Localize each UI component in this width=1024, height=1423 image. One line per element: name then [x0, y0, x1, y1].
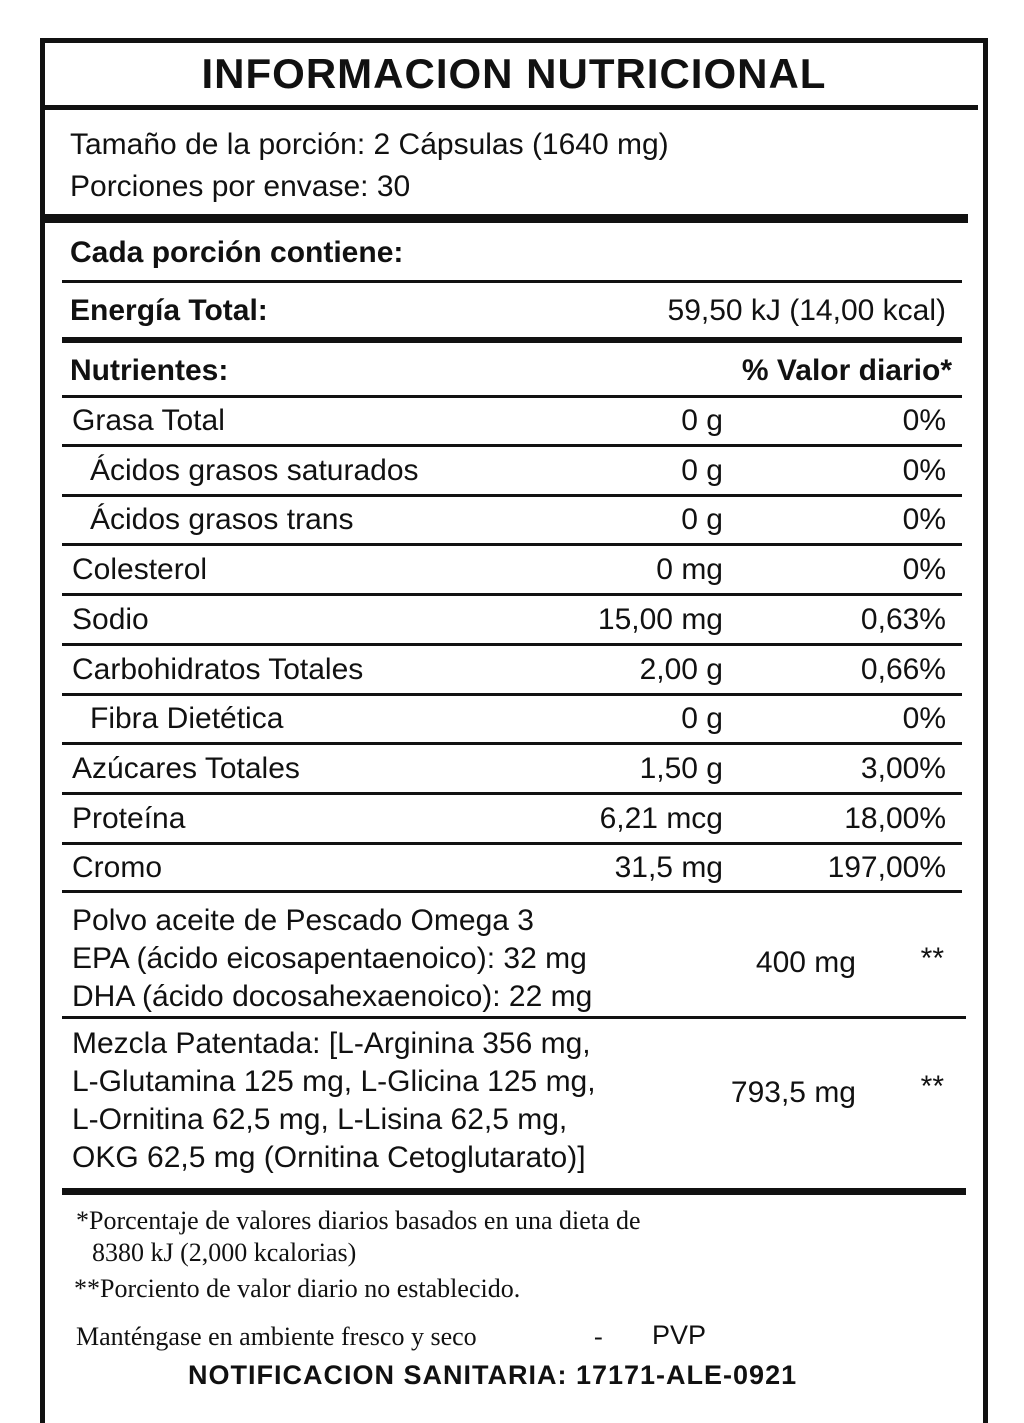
storage-separator: -	[594, 1322, 603, 1351]
nutrient-daily-value: 0%	[902, 702, 946, 736]
omega-line-2: EPA (ácido eicosapentaenoico): 32 mg	[72, 942, 587, 975]
row-divider	[62, 842, 962, 845]
nutrient-daily-value: 197,00%	[827, 851, 946, 885]
nutrient-name: Grasa Total	[72, 404, 225, 437]
omega-line-3: DHA (ácido docosahexaenoico): 22 mg	[72, 980, 593, 1013]
row-divider	[62, 543, 962, 546]
nutrient-amount: 0 g	[681, 503, 723, 537]
panel-title: INFORMACION NUTRICIONAL	[201, 50, 827, 97]
nutrient-name: Ácidos grasos trans	[90, 503, 354, 537]
nutrient-daily-value: 3,00%	[860, 751, 946, 785]
row-divider	[62, 742, 962, 745]
energy-label: Energía Total:	[70, 294, 268, 327]
nutrient-daily-value: 0%	[902, 453, 946, 487]
nutrient-amount: 31,5 mg	[614, 851, 723, 885]
nutrient-name: Fibra Dietética	[90, 702, 284, 736]
footnote-not-established: **Porciento de valor diario no establecido.	[74, 1274, 521, 1303]
blend-line-2: L-Glutamina 125 mg, L-Glicina 125 mg,	[72, 1065, 596, 1098]
pvp-label: PVP	[652, 1320, 707, 1350]
nutrient-amount: 2,00 g	[639, 652, 723, 686]
nutrient-amount: 0 g	[681, 702, 723, 736]
nutrient-name: Proteína	[72, 801, 186, 835]
servings-per-container: Porciones por envase: 30	[70, 170, 411, 203]
nutrient-amount: 0 g	[681, 453, 723, 487]
row-divider	[62, 444, 962, 447]
nutrient-name: Ácidos grasos saturados	[90, 453, 419, 487]
nutrient-amount: 6,21 mcg	[599, 801, 723, 835]
nutrients-header: Nutrientes:	[70, 354, 229, 387]
nutrient-name: Colesterol	[72, 553, 208, 587]
omega-divider	[62, 1016, 966, 1019]
nutrient-daily-value: 0,63%	[860, 602, 946, 636]
footnote-daily-values-2: 8380 kJ (2,000 kcalorias)	[92, 1238, 357, 1267]
row-divider	[62, 792, 962, 795]
nutrient-name: Cromo	[72, 851, 163, 885]
nutrient-daily-value: 18,00%	[844, 801, 946, 835]
energy-divider	[62, 337, 962, 343]
title-divider	[45, 105, 978, 110]
omega-line-1: Polvo aceite de Pescado Omega 3	[72, 904, 534, 937]
blend-daily-value: **	[920, 1070, 944, 1103]
sanitary-notification: NOTIFICACION SANITARIA: 17171-ALE-0921	[188, 1360, 798, 1390]
nutrient-daily-value: 0,66%	[860, 652, 946, 686]
nutrient-name: Azúcares Totales	[72, 751, 300, 785]
nutrient-name: Carbohidratos Totales	[72, 652, 364, 686]
blend-divider	[62, 1188, 966, 1195]
storage-instructions: Manténgase en ambiente fresco y seco	[76, 1322, 477, 1351]
blend-line-3: L-Ornitina 62,5 mg, L-Lisina 62,5 mg,	[72, 1103, 568, 1136]
row-divider	[62, 494, 962, 497]
table-end-divider	[62, 890, 962, 893]
each-serving-heading: Cada porción contiene:	[70, 236, 404, 269]
nutrient-amount: 0 g	[681, 404, 723, 437]
nutrient-daily-value: 0%	[902, 503, 946, 537]
nutrient-daily-value: 0%	[902, 553, 946, 587]
nutrient-amount: 1,50 g	[639, 751, 723, 785]
blend-amount: 793,5 mg	[730, 1076, 856, 1109]
blend-line-4: OKG 62,5 mg (Ornitina Cetoglutarato)]	[72, 1141, 586, 1174]
blend-line-1: Mezcla Patentada: [L-Arginina 356 mg,	[72, 1027, 591, 1060]
each-serving-divider	[62, 280, 962, 283]
serving-size: Tamaño de la porción: 2 Cápsulas (1640 mg)	[70, 128, 669, 161]
omega-daily-value: **	[920, 942, 944, 975]
serving-divider	[45, 214, 968, 223]
nutrient-name: Sodio	[72, 602, 149, 636]
row-divider	[62, 693, 962, 696]
nutrient-amount: 0 mg	[656, 553, 723, 587]
row-divider	[62, 593, 962, 596]
row-divider	[62, 643, 962, 646]
energy-value: 59,50 kJ (14,00 kcal)	[667, 294, 946, 327]
nutrient-amount: 15,00 mg	[597, 602, 723, 636]
daily-value-header: % Valor diario*	[741, 354, 952, 387]
omega-amount: 400 mg	[755, 946, 856, 979]
nutrient-daily-value: 0%	[902, 404, 946, 437]
footnote-daily-values-1: *Porcentaje de valores diarios basados en una dieta de	[76, 1206, 641, 1235]
nutrients-header-divider	[62, 395, 962, 398]
